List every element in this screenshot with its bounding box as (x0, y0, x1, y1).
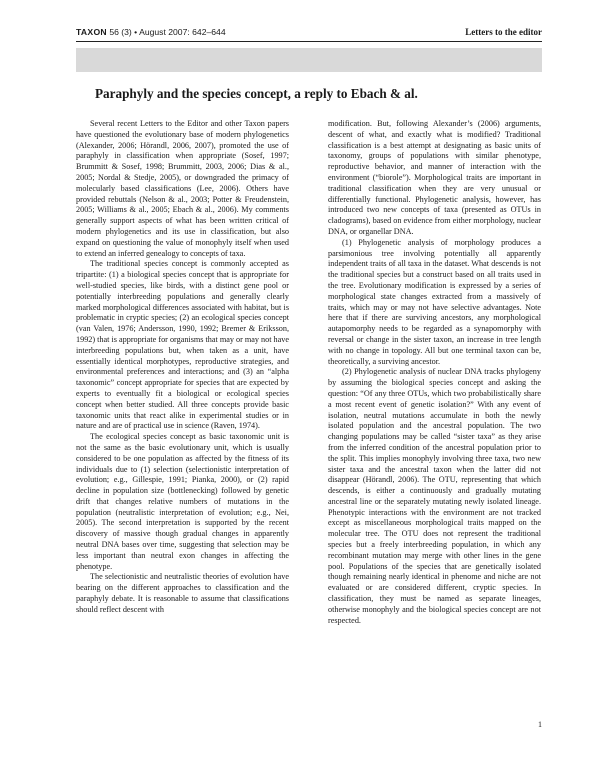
section-label: Letters to the editor (465, 27, 542, 37)
paragraph: The selectionistic and neutralistic theories of evolution have bearing on the different approaches to classification and the paraphyly debate. It is reasonable to assume that classifications should reflect descent with (76, 572, 289, 614)
header-band (76, 48, 542, 72)
left-column (76, 119, 289, 616)
running-header (76, 27, 542, 41)
paragraph: The ecological species concept as basic taxonomic unit is not the same as the basic evolutionary unit, which is usually considered to be one population as affected by the fitness of its individuals due to (1) selection (selectionistic interpretation of evolution; e.g., Gillespie, 1991; Pianka, 2000), or (2) rapid decline in population size (bottlenecking) followed by genetic drift that changes relative numbers of mutations in the population (neutralistic interpretation of evolution; e.g., Nei, 2005). The second interpretation is supported by the recent discovery of massive though gradual changes in apparently neutral DNA bases over time, suggesting that selection may be less important than neutral exon changes in affecting the phenotype. (76, 432, 289, 571)
paragraph: Several recent Letters to the Editor and other Taxon papers have questioned the evolutionary base of modern phylogenetics (Alexander, 2006; Hörandl, 2006, 2007), promoted the use of paraphyly in classification when appropriate (Sosef, 1997; Brummitt & Sosef, 1998; Brummitt, 2003, 2006; Dias & al., 2005; Nordal & Stedje, 2005), or downgraded the primacy of molecularly based classifications (Lee, 2006). Others have provided rebuttals (Nelson & al., 2003; Potter & Freudenstein, 2005; Williams & al., 2005; Ebach & al., 2006). My comments generally support aspects of what has been written critical of modern phylogenetics and its use in classification, but also expand on questioning the value of monophyly itself when used to extend an inferred genealogy to concepts of taxa. (76, 119, 289, 258)
header-rule (76, 41, 542, 42)
page-number: 1 (538, 720, 542, 729)
article-title: Paraphyly and the species concept, a reply to Ebach & al. (95, 86, 418, 101)
paragraph: The traditional species concept is commonly accepted as tripartite: (1) a biological species concept that is appropriate for well-studied species, like birds, with a distinct gene pool or potentially interbreeding populations and generally clearly marked morphological differences associated with habitat, but is problematic in cryptic species; (2) an ecological species concept (van Valen, 1976; Andersson, 1990, 1992; Bremer & Eriksson, 1992) that is appropriate for organisms that may or may not have interbreeding populations but, when taken as a unit, have essentially identical morphotypes, reproductive strategies, and environmental preferences and interactions; and (3) an “alpha taxonomic” concept appropriate for species that are expected by experts to eventually fit a biological or ecological species concept when better studied. All three concepts provide basic taxonomic units that react alike in experimental studies or in nature and are of practical use in science (Raven, 1974). (76, 259, 289, 431)
journal-name: TAXON (76, 27, 107, 37)
issue-info: 56 (3) • August 2007: 642–644 (109, 27, 226, 37)
right-column (328, 119, 541, 626)
paragraph: modification. But, following Alexander’s (2006) arguments, descent of what, and exactly what is modified? Traditional classification is a best attempt at designating as basic units of taxonomy, groups of populations with similar phenotype, reproductive behavior, and manner of interaction with the environment (“biorole”). Morphological traits are important in traditional classification when they are very unusual or differentially functional. Phylogenetic analysis, however, has introduced two new concepts of taxa (presented as OTUs in cladograms), based on evidence from either morphology, nuclear DNA, or organellar DNA. (328, 119, 541, 236)
paragraph: (1) Phylogenetic analysis of morphology produces a parsimonious tree involving potentially all apparently independent traits of all taxa in the dataset. What descends is not the traditional species but a construct based on all traits used in the tree. Evolutionary modification is expressed by a series of morphological state changes extracted from a massively of traits, which may or may not have selective advantages. Note here that if there are surviving ancestors, any morphological autapomorphy needs to be regarded as a synapomorphy with reversal or change in the sister taxon, an increase in tree length with no change in topology. All but one terminal taxon can be, theoretically, a surviving ancestor. (328, 237, 541, 366)
journal-citation (76, 27, 226, 37)
paragraph: (2) Phylogenetic analysis of nuclear DNA tracks phylogeny by assuming the biological species concept and asking the question: “Of any three OTUs, which two probabilistically share a most recent event of genetic isolation?” With any event of isolation, neutral mutations accumulate in both the newly isolated population and the ancestral population. The two changing populations may be called “sister taxa” as they arise from the inferred condition of the ancestral population prior to the split. This implies monophyly involving three taxa, two new sister taxa and the ancestral taxon when the latter did not disappear (Hörandl, 2006). The OTU, representing that which descends, is either a continuously and gradually mutating ancestral line or the separately mutating newly isolated lineage. Phenotypic interactions with the environment are not tracked except as miscellaneous morphological traits mapped on the molecular tree. The OTU does not represent the traditional species but a freely interbreeding population, in which any recombinant mutation may merge with other lines in the gene pool. Populations of the species that are genetically isolated though remaining nearly identical in phenome and niche are not evaluated or are considered different, cryptic species. In classification, they must be named as separate lineages, otherwise monophyly and the biological species concept are not respected. (328, 367, 541, 625)
